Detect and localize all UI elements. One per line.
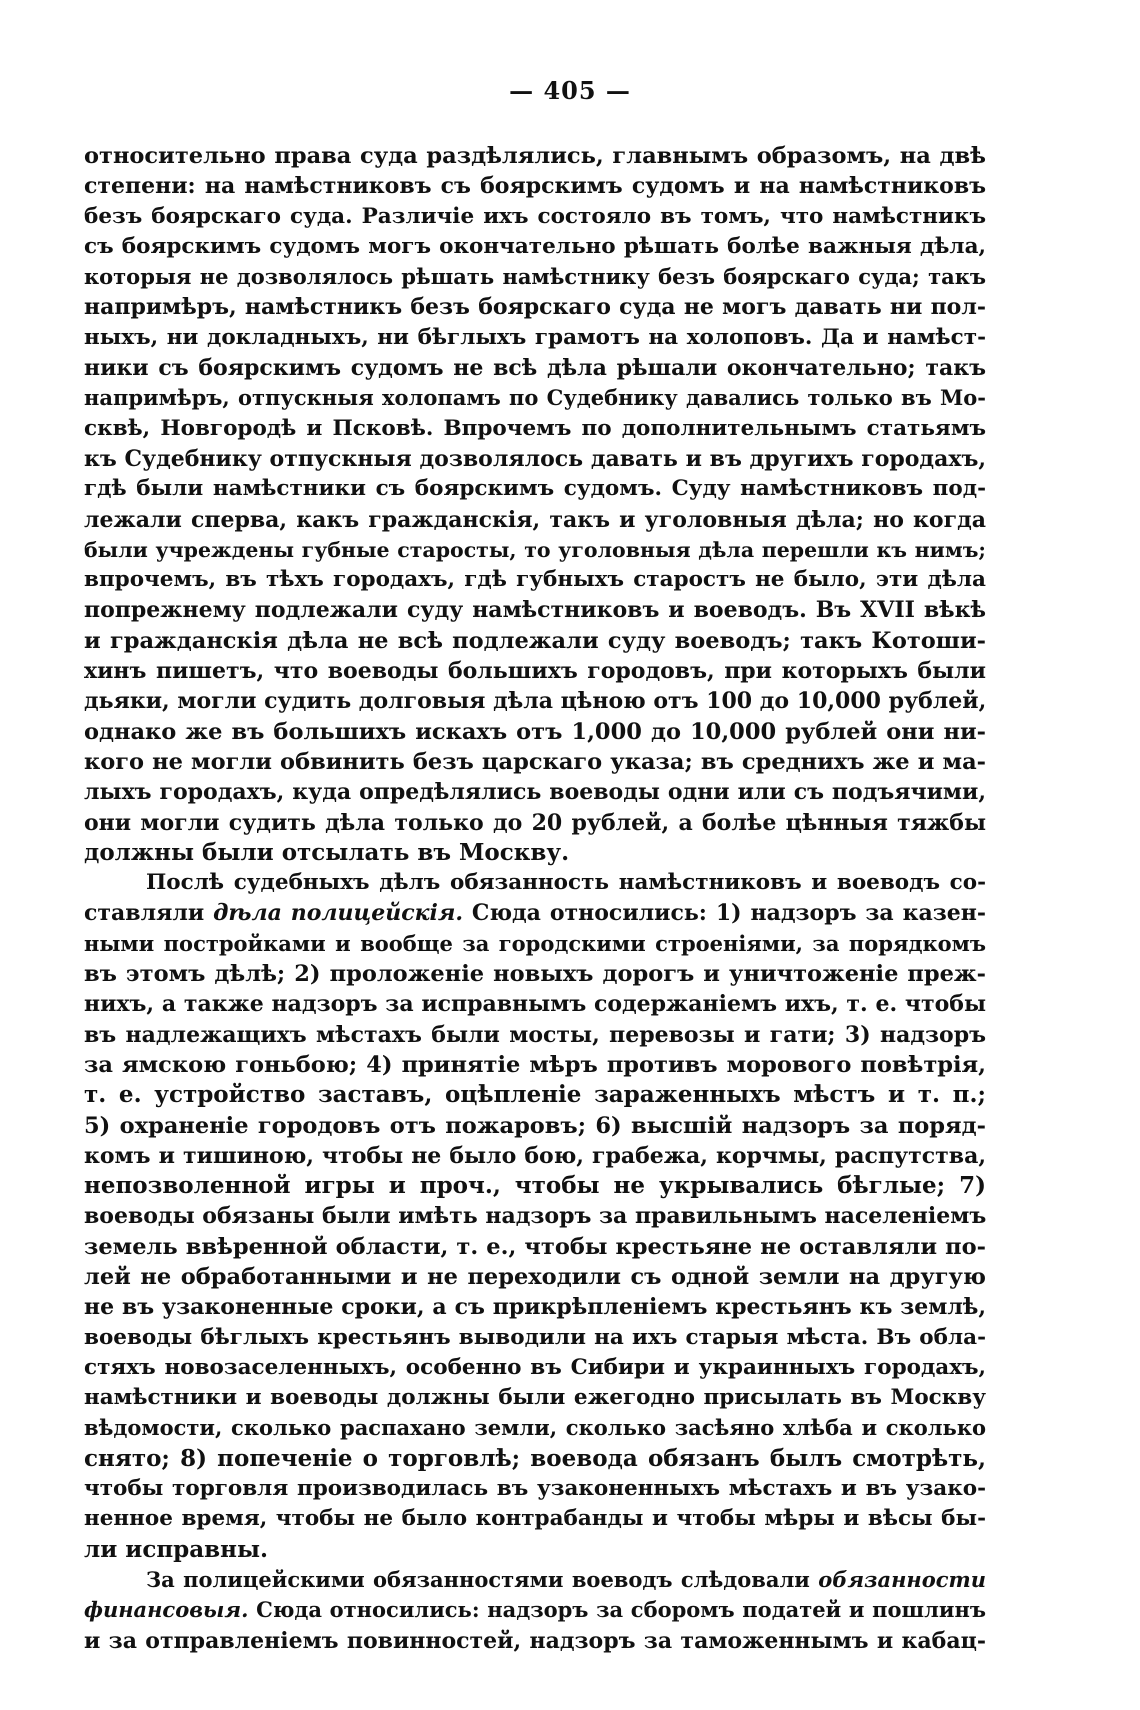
text-line: которыя не дозволялось рѣшать намѣстнику безъ боярскаго суда; такъ [84, 264, 986, 290]
text-line: должны были отсылать въ Москву. [84, 838, 570, 866]
text-line: За полицейскими обязанностями воеводъ слѣдовали обязанности [146, 1566, 986, 1592]
text-line: однако же въ большихъ искахъ отъ 1,000 до 10,000 рублей они ни- [84, 718, 986, 745]
body-text [84, 141, 986, 1656]
text-line: хинъ пишетъ, что воеводы большихъ городовъ, при которыхъ были [84, 658, 986, 685]
text-line: они могли судить дѣла только до 20 рублей, а болѣе цѣнныя тяжбы [84, 809, 986, 836]
paragraph-police-duties [84, 868, 986, 1565]
text-line: были учреждены губные старосты, то уголовныя дѣла перешли къ нимъ; [84, 537, 986, 562]
text-line: не въ узаконенные сроки, а съ прикрѣпленіемъ крестьянъ къ землѣ, [84, 1294, 986, 1321]
text-line: напримѣръ, отпускныя холопамъ по Судебнику давались только въ Мо- [84, 385, 986, 411]
text-line: 5) охраненіе городовъ отъ пожаровъ; 6) высшій надзоръ за поряд- [84, 1112, 986, 1139]
text-line: вѣдомости, сколько распахано земли, сколько засѣяно хлѣба и сколько [84, 1415, 986, 1441]
text-line: финансовыя. Сюда относились: надзоръ за сборомъ податей и пошлинъ [84, 1597, 986, 1623]
text-line: кого не могли обвинить безъ царскаго указа; въ среднихъ же и ма- [84, 748, 986, 775]
italic-term: обязанности [818, 1566, 986, 1592]
text-line: стяхъ новозаселенныхъ, особенно въ Сибири и украинныхъ городахъ, [84, 1354, 986, 1380]
text-line: ными постройками и вообще за городскими строеніями, за порядкомъ [84, 930, 986, 956]
italic-term: дѣла полицейскія. [213, 900, 464, 927]
text-line: дьяки, могли судить долговыя дѣла цѣною отъ 100 до 10,000 рублей, [84, 688, 986, 715]
text-line: за ямскою гоньбою; 4) принятіе мѣръ противъ морового повѣтрія, [84, 1051, 986, 1078]
text-line: ныхъ, ни докладныхъ, ни бѣглыхъ грамотъ на холоповъ. Да и намѣст- [84, 324, 986, 350]
text-line: степени: на намѣстниковъ съ боярскимъ судомъ и на намѣстниковъ [84, 173, 986, 200]
text-line: попрежнему подлежали суду намѣстниковъ и воеводъ. Въ XVII вѣкѣ [84, 597, 986, 624]
text-line: воеводы бѣглыхъ крестьянъ выводили на ихъ старыя мѣста. Въ обла- [84, 1324, 986, 1350]
text-line: Послѣ судебныхъ дѣлъ обязанность намѣстниковъ и воеводъ со- [146, 870, 986, 896]
text-line: нихъ, а также надзоръ за исправнымъ содержаніемъ ихъ, т. е. чтобы [84, 991, 986, 1018]
text-line: ставляли дѣла полицейскія. Сюда относились: 1) надзоръ за казен- [84, 900, 986, 927]
text-line: чтобы торговля производилась въ узаконенныхъ мѣстахъ и въ узако- [84, 1476, 986, 1502]
text-line: въ надлежащихъ мѣстахъ были мосты, перевозы и гати; 3) надзоръ [84, 1021, 986, 1048]
text-line: къ Судебнику отпускныя дозволялось давать и въ другихъ городахъ, [84, 445, 986, 472]
text-line: лей не обработанными и не переходили съ одной земли на другую [84, 1263, 986, 1290]
text-line: снято; 8) попеченіе о торговлѣ; воевода обязанъ былъ смотрѣть, [84, 1444, 986, 1472]
text-line: съ боярскимъ судомъ могъ окончательно рѣшать болѣе важныя дѣла, [84, 233, 986, 259]
text-line: ники съ боярскимъ судомъ не всѣ дѣла рѣшали окончательно; такъ [84, 355, 986, 382]
text-line: сквѣ, Новгородѣ и Псковѣ. Впрочемъ по дополнительнымъ статьямъ [84, 415, 986, 441]
text-line: напримѣръ, намѣстникъ безъ боярскаго суда не могъ давать ни пол- [84, 294, 986, 321]
text-line: комъ и тишиною, чтобы не было бою, грабежа, корчмы, распутства, [84, 1142, 986, 1169]
text-line: воеводы обязаны были имѣть надзоръ за правильнымъ населеніемъ [84, 1203, 986, 1230]
text-line: лежали сперва, какъ гражданскія, такъ и уголовныя дѣла; но когда [84, 506, 986, 533]
text-line: гдѣ были намѣстники съ боярскимъ судомъ. Суду намѣстниковъ под- [84, 476, 986, 502]
text-line: т. е. устройство заставъ, оцѣпленіе зараженныхъ мѣстъ и т. п.; [84, 1081, 986, 1109]
text-line: непозволенной игры и проч., чтобы не укрывались бѣглые; 7) [84, 1172, 986, 1200]
text-line: относительно права суда раздѣлялись, главнымъ образомъ, на двѣ [84, 143, 986, 169]
paragraph-judicial [84, 141, 986, 868]
text-line: и гражданскія дѣла не всѣ подлежали суду воеводъ; такъ Котоши- [84, 627, 986, 654]
text-line: ли исправны. [84, 1535, 269, 1563]
text-line: безъ боярскаго суда. Различіе ихъ состояло въ томъ, что намѣстникъ [84, 203, 986, 229]
text-line: лыхъ городахъ, куда опредѣлялись воеводы одни или съ подъячими, [84, 779, 986, 806]
text-line: въ этомъ дѣлѣ; 2) проложеніе новыхъ дорогъ и уничтоженіе преж- [84, 961, 986, 988]
text-line: земель ввѣренной области, т. е., чтобы крестьяне не оставляли по- [84, 1233, 986, 1260]
paragraph-financial-duties [84, 1565, 986, 1656]
text-line: впрочемъ, въ тѣхъ городахъ, гдѣ губныхъ старостъ не было, эти дѣла [84, 567, 986, 593]
text-line: ненное время, чтобы не было контрабанды и чтобы мѣры и вѣсы бы- [84, 1506, 986, 1532]
italic-term: финансовыя. [84, 1597, 249, 1623]
text-line: намѣстники и воеводы должны были ежегодно присылать въ Москву [84, 1385, 986, 1411]
page-number: — 405 — [509, 76, 631, 105]
text-line: и за отправленіемъ повинностей, надзоръ за таможеннымъ и кабац- [84, 1627, 986, 1654]
